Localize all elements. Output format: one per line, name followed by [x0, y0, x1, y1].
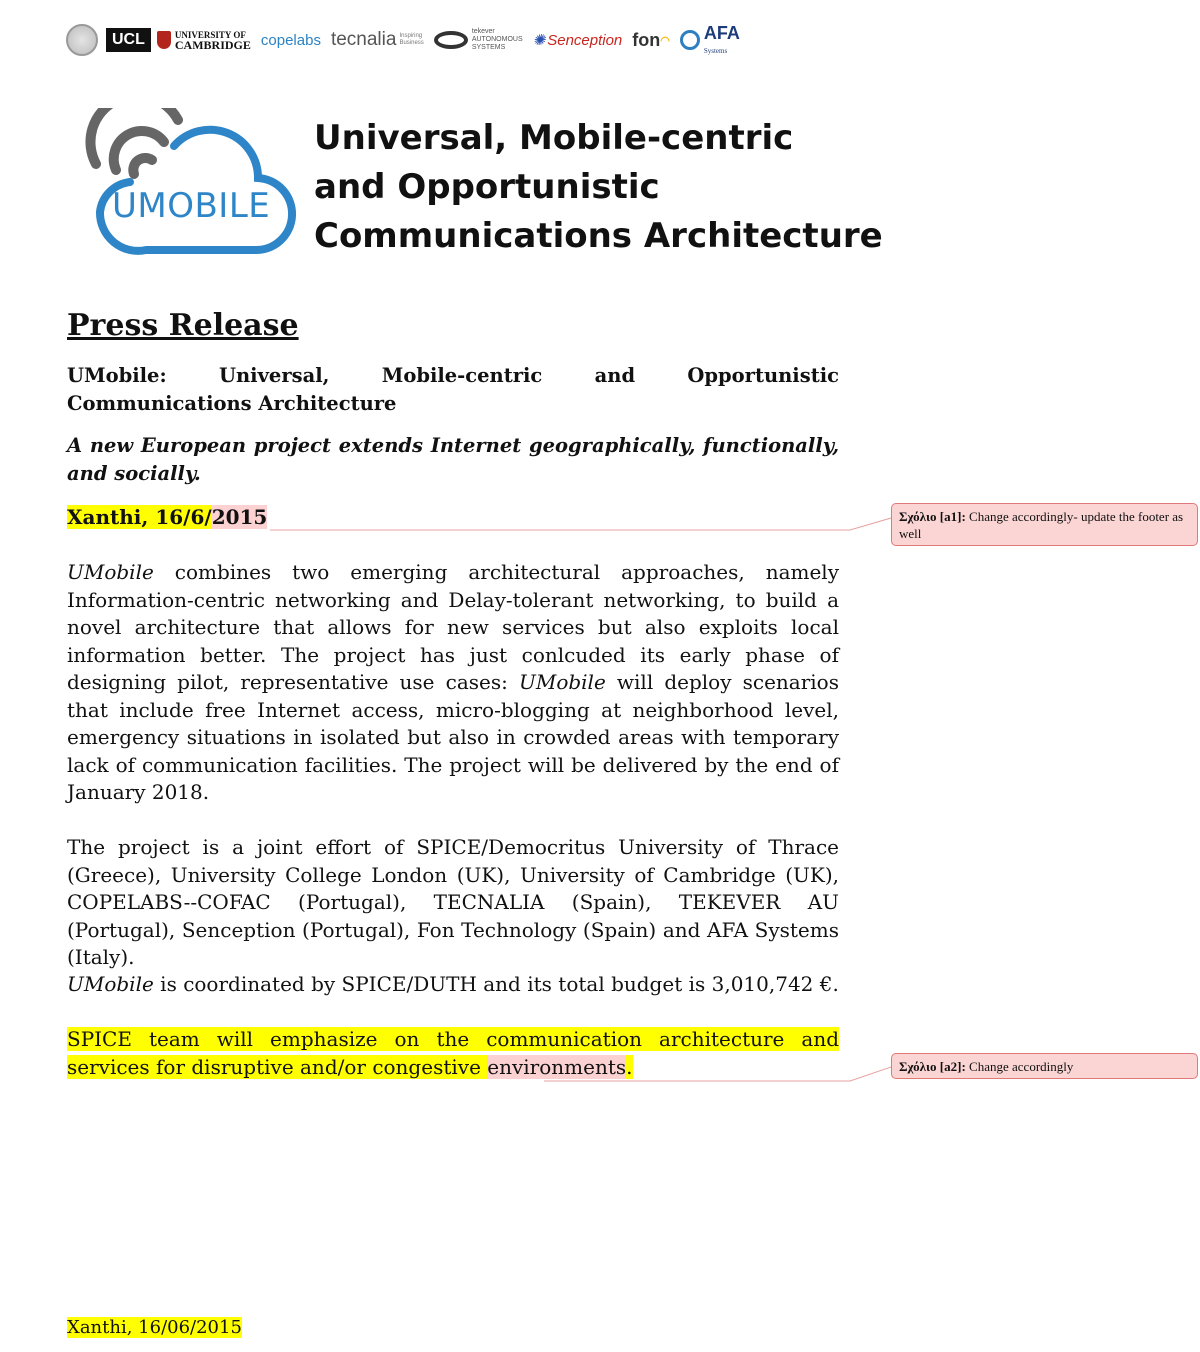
press-release-heading: Press Release [67, 308, 299, 343]
afa-subtitle: Systems [703, 46, 728, 55]
comment-label: Σχόλιο [a2]: [899, 1059, 966, 1074]
overview-text-b: will deploy scenarios that include free Internet access, micro-blogging at neighborhood level, emergency situations in isolated but also in crowded areas with temporary lack of communication facilities. The project will be delivered by the end of January 2018. [67, 670, 839, 804]
partner-logos [66, 22, 846, 58]
tekever-line-3: SYSTEMS [471, 44, 506, 51]
comment-text: Change accordingly- update the footer as well [899, 509, 1184, 541]
project-name: UMobile [67, 972, 154, 996]
tekever-swirl-icon [434, 31, 468, 49]
copelabs-logo: copelabs [260, 31, 321, 49]
comment-label: Σχόλιο [a1]: [899, 509, 966, 524]
ucl-logo: UCL [106, 28, 151, 52]
tecnalia-wordmark: tecnalia [330, 29, 397, 50]
cambridge-line-2: CAMBRIDGE [174, 37, 251, 52]
headline-line-1: Universal, Mobile-centric [314, 118, 794, 158]
senception-logo [533, 31, 623, 49]
release-subtitle: UMobile: Universal, Mobile-centric and Opportunistic Communications Architecture [67, 364, 839, 415]
fon-wordmark: fon [632, 29, 661, 50]
tekever-line-1: tekever [471, 28, 495, 35]
date-commented-year[interactable]: 2015 [211, 505, 268, 529]
release-tagline: A new European project extends Internet geographically, functionally, and socially. [67, 434, 839, 485]
footer-date-text: Xanthi, 16/06/2015 [67, 1317, 242, 1338]
tecnalia-tagline [399, 33, 423, 47]
afa-ring-icon [680, 30, 700, 50]
fon-logo [632, 30, 670, 51]
headline-line-3: Communications Architecture [314, 216, 883, 256]
duth-seal-logo [66, 24, 98, 56]
signal-waves-icon [90, 108, 178, 174]
footer-date [67, 1315, 242, 1340]
senception-star-icon: ✺ [532, 32, 546, 49]
tecnalia-tagline-1: Inspiring [399, 33, 423, 39]
tekever-line-2: AUTONOMOUS [471, 36, 523, 43]
headline-line-2: and Opportunistic [314, 167, 660, 207]
cloud-icon [82, 108, 302, 258]
wifi-icon: ◠ [660, 34, 670, 47]
comment-text: Change accordingly [965, 1059, 1074, 1074]
project-name: UMobile [67, 560, 154, 584]
overview-text-a: combines two emerging architectural approaches, namely Information-centric networking and Delay-tolerant networking, to build a novel architecture that allows for new services but also exploits local information better. The project has just conlcuded its early phase of designing pilot, representative use cases: [67, 560, 839, 694]
dateline [67, 503, 267, 531]
project-name: UMobile [518, 670, 606, 694]
budget-text: is coordinated by SPICE/DUTH and its total budget is 3,010,742 €. [153, 972, 839, 996]
commented-word[interactable]: environments [487, 1054, 627, 1079]
umobile-logo [82, 108, 302, 258]
paragraph-budget [67, 971, 839, 999]
tecnalia-tagline-2: Business [399, 40, 424, 46]
spice-highlighted-text: SPICE team will emphasize on the communication architecture and services for disruptive and/or congestive [67, 1027, 839, 1079]
paragraph-partners: The project is a joint effort of SPICE/Democritus University of Thrace (Greece), University College London (UK), University of Cambridge (UK), COPELABS--COFAC (Portugal), TECNALIA (Spain), TEKEVER AU (Portugal), Senception (Portugal), Fon Technology (Spain) and AFA Systems (Italy). [67, 835, 839, 969]
logo-text: UMOBILE [112, 186, 271, 226]
paragraph-overview [67, 559, 839, 807]
tekever-logo [434, 28, 523, 52]
date-highlighted: Xanthi, 16/6/ [67, 505, 212, 529]
afa-wordmark: AFA [703, 22, 740, 43]
project-headline [314, 114, 883, 261]
cambridge-logo [157, 30, 251, 51]
senception-wordmark: Senception [547, 31, 623, 49]
cambridge-line-1: UNIVERSITY OF [174, 29, 246, 40]
comment-a2[interactable] [891, 1053, 1198, 1079]
tecnalia-logo [331, 29, 424, 51]
afa-logo [680, 22, 740, 55]
cambridge-crest-icon [157, 31, 171, 49]
period-highlighted: . [626, 1054, 633, 1079]
comment-a1[interactable] [891, 503, 1198, 546]
comment-leader-a1 [270, 518, 891, 530]
paragraph-spice-team [67, 1026, 839, 1081]
